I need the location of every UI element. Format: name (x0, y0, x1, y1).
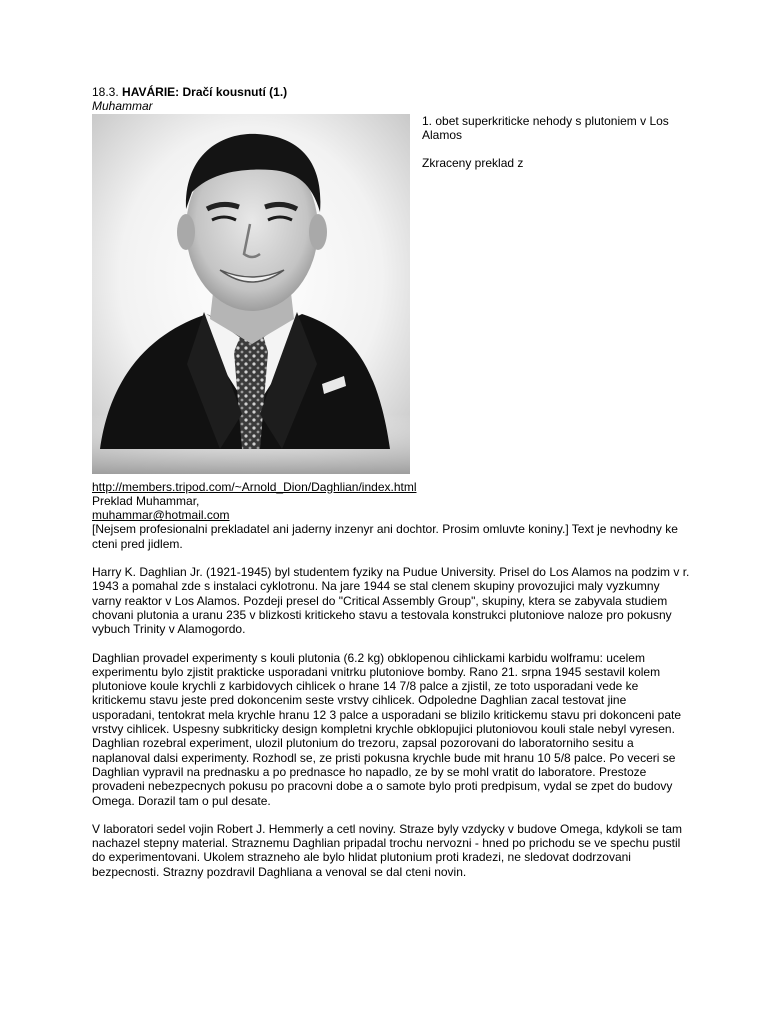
portrait-image (92, 114, 410, 474)
article-body (92, 651, 692, 879)
email-link[interactable]: muhammar@hotmail.com (92, 508, 230, 523)
translator-credit: Preklad Muhammar, (92, 493, 200, 508)
paragraph-laboratory: V laboratori sedel vojin Robert J. Hemmerly a cetl noviny. Straze byly vzdycky v budove Omega, kdykoli se tam nachazel stepny material. Straznemu Daghlian pripadal trochu nervozni - hned po prichodu se ve spechu pustil do experimentovani. Ukolem strazneho ale bylo hlidat plutonium proti kradezi, ne sledovat dodrzovani bezpecnosti. Strazny pozdravil Daghliana a venoval se dal cteni novin. (92, 821, 683, 879)
article-author: Muhammar (92, 99, 153, 114)
paragraph-experiments: Daghlian provadel experimenty s kouli plutonia (6.2 kg) obklopenou cihlickami karbidu wolframu: ucelem experimentu bylo zjistit prakticke usporadani vnitrku plutoniove bomby. Rano 21. srpna 1945 sestavil kolem plutoniove koule krychli z karbidovych cihlicek o hrane 14 7/8 palce a zjistil, ze toto usporadani vede ke kritickemu stavu jeste pred dokoncenim seste vrstvy cihlicek. Odpoledne Daghlian zacal testovat jine usporadani, tentokrat mela krychle hranu 12 3 palce a usporadani se blizilo kritickemu stavu pri dokonceni pate vrstvy cihlicek. Uspesny subkriticky design kompletni krychle obklopujici plutoniovou kouli stale nebyl vyresen. Daghlian rozebral experiment, ulozil plutonium do trezoru, zapsal pozorovani do laboratorniho sesitu a naplanoval dalsi experimenty. Rozhodl se, ze pristi pokusna krychle bude mit hranu 10 5/8 palce. Po veceri se Daghlian vypravil na prednasku a po prednasce ho napadlo, ze by se mohl vratit do laboratore. Prestoze provadeni nebezpecnych pokusu po pracovni dobe a o samote bylo proti predpisum, vydal se zpet do budovy Omega. Dorazil tam o pul desate. (92, 650, 681, 808)
article (92, 85, 692, 879)
translation-label: Zkraceny preklad z (422, 156, 524, 171)
article-title: HAVÁRIE: Dračí kousnutí (1.) (122, 85, 288, 99)
disclaimer-text: [Nejsem profesionalni prekladatel ani jaderny inzenyr ani dochtor. Prosim omluvte koniny.] Text je nevhodny ke cteni pred jidlem. (92, 522, 678, 551)
paragraph-biography: Harry K. Daghlian Jr. (1921-1945) byl studentem fyziky na Pudue University. Prisel do Los Alamos na podzim v r. 1943 a pomahal zde s instalaci cyklotronu. Na jare 1944 se stal clenem skupiny provozujici maly vyzkumny varny reaktor v Los Alamos. Pozdeji presel do "Critical Assembly Group", skupiny, ktera se zabyvala studiem chovani plutonia a uranu 235 v blizkosti kritickeho stavu a testovala konstrukci plutoniove naloze pro pokusny vybuch Trinity v Alamogordo. (92, 565, 690, 637)
article-heading (92, 85, 692, 99)
source-link[interactable]: http://members.tripod.com/~Arnold_Dion/Daghlian/index.html (92, 479, 417, 494)
portrait-photo (92, 114, 410, 474)
intro-line: 1. obet superkriticke nehody s plutoniem v Los Alamos (422, 113, 669, 142)
section-number: 18.3. (92, 85, 119, 99)
